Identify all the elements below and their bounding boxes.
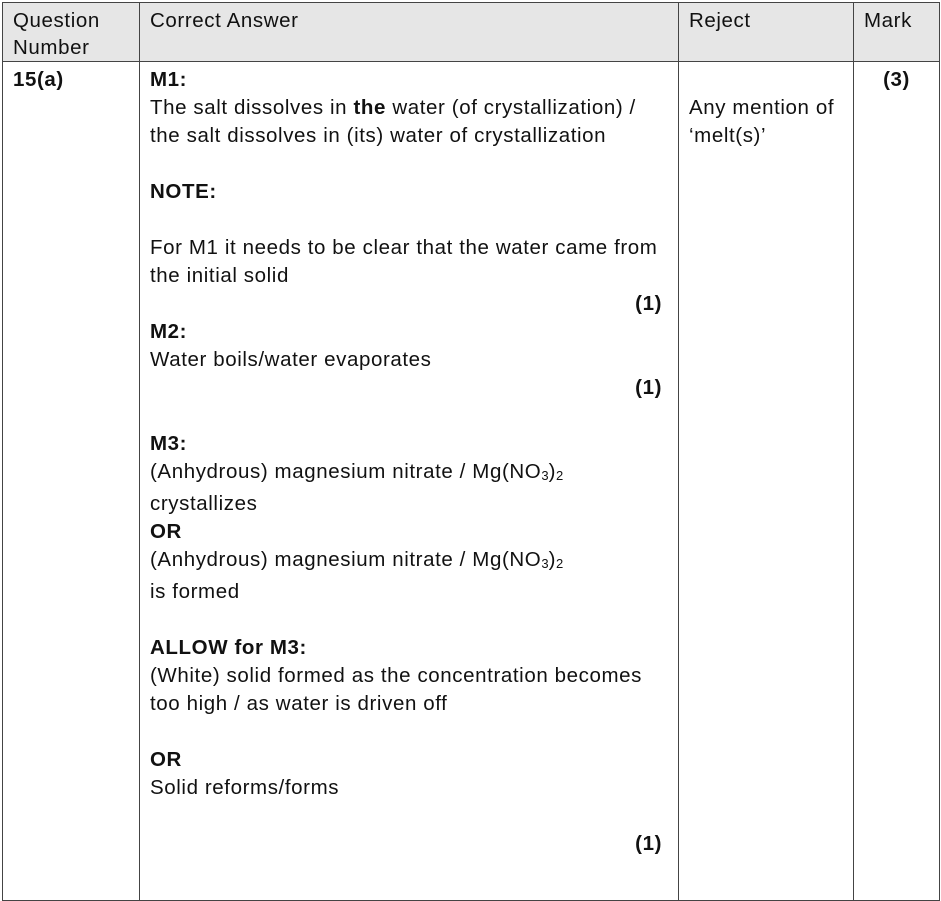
allow-label: ALLOW for M3: [150, 636, 307, 659]
m1-text-pre: The salt dissolves in [150, 96, 354, 119]
m3-label: M3: [150, 432, 188, 455]
header-row [3, 3, 940, 62]
total-mark: (3) [883, 68, 910, 91]
m3-line2-sub: 3 [541, 556, 549, 571]
m3-line1-pre: (Anhydrous) magnesium nitrate / Mg(NO [150, 460, 542, 483]
note-text: For M1 it needs to be clear that the water came from the initial solid [150, 236, 658, 287]
header-reject: Reject [679, 3, 854, 62]
answer-row [3, 62, 940, 901]
or2-text: Solid reforms/forms [150, 776, 340, 799]
correct-answer-cell [140, 62, 679, 901]
m3-mark: (1) [635, 832, 662, 855]
or-label-1: OR [150, 520, 182, 543]
or-label-2: OR [150, 748, 182, 771]
allow-text: (White) solid formed as the concentration becomes too high / as water is driven off [150, 664, 643, 715]
m2-label: M2: [150, 320, 188, 343]
mark-scheme-table [2, 2, 940, 901]
m3-line2-pre: (Anhydrous) magnesium nitrate / Mg(NO [150, 548, 542, 571]
m3-line2 [150, 546, 668, 606]
m3-line1-sub: 3 [541, 468, 549, 483]
m1-mark: (1) [635, 292, 662, 315]
m3-line2-post: is formed [150, 580, 240, 603]
m1-text-post: water (of crystallization) / the salt dissolves in (its) water of crystallization [150, 96, 636, 147]
m1-label: M1: [150, 68, 188, 91]
question-number-cell: 15(a) [3, 62, 140, 901]
header-question-number: Question Number [3, 3, 140, 62]
m3-line1-sub2: 2 [556, 468, 564, 483]
reject-cell [679, 62, 854, 901]
m1-text-bold: the [353, 96, 387, 119]
note-label: NOTE: [150, 180, 217, 203]
header-mark: Mark [854, 3, 940, 62]
m3-line2-mid: ) [548, 548, 557, 571]
m3-line1-mid: ) [548, 460, 557, 483]
m1-text [150, 94, 668, 150]
m2-text: Water boils/water evaporates [150, 348, 432, 371]
m3-line1 [150, 458, 668, 518]
reject-text: Any mention of ‘melt(s)’ [689, 96, 835, 147]
m2-mark: (1) [635, 376, 662, 399]
m3-line2-sub2: 2 [556, 556, 564, 571]
mark-cell [854, 62, 940, 901]
m3-line1-post: crystallizes [150, 492, 258, 515]
header-correct-answer: Correct Answer [140, 3, 679, 62]
